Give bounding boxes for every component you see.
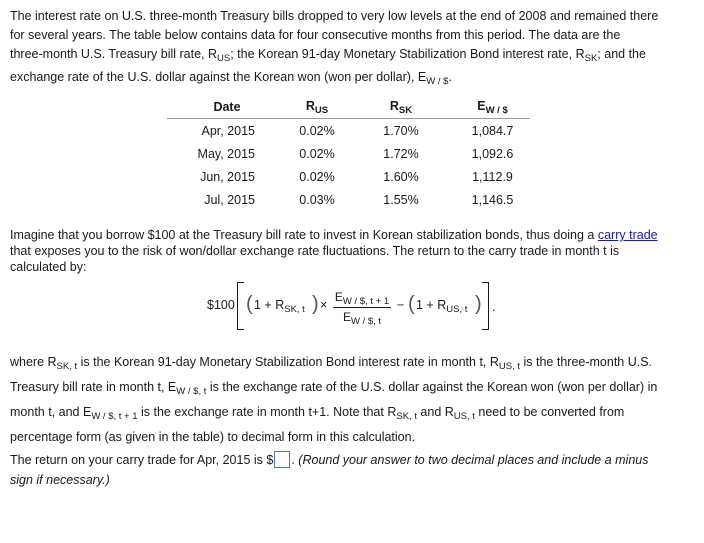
table-row [167, 119, 530, 143]
cell-exchange: 1,092.6 [471, 146, 514, 161]
formula-one-plus-rus: $1 + R_{US, t}$ [416, 298, 468, 315]
cell-exchange: 1,084.7 [471, 123, 514, 138]
header-rsk: $R_{SK}$ [389, 98, 413, 116]
fraction-denominator: $E_{W / \$, t}$ [342, 310, 382, 327]
table-row [167, 188, 530, 211]
formula-one-plus-rsk: $1 + R_{SK, t}$ [254, 298, 305, 315]
intro-paragraph [10, 7, 690, 91]
cell-date: Apr, 2015 [201, 123, 255, 138]
cell-exchange: 1,146.5 [471, 192, 514, 207]
cell-rsk: 1.72% [383, 146, 419, 161]
question-paragraph [10, 450, 690, 490]
header-rus: $R_{US}$ [305, 98, 329, 116]
formula-minus: − [397, 298, 405, 312]
header-exchange-rate: $E_{W / \$}$ [477, 98, 508, 116]
carry-line-2: that exposes you to the risk of won/dollar exchange rate fluctuations. The return to the carry trade in month t is [10, 244, 620, 258]
where-line-1: where $R_{SK, t}$ is the Korean 91-day Monetary Stabilization Bond interest rate in month t, $R_{US, t}$ is the three-month U.S. [10, 355, 653, 372]
intro-line-1: The interest rate on U.S. three-month Treasury bills dropped to very low levels at the end of 2008 and remained there [10, 9, 659, 23]
right-bracket [482, 282, 489, 330]
carry-trade-link[interactable]: carry trade [597, 228, 658, 242]
cell-date: Jun, 2015 [200, 169, 255, 184]
definitions-paragraph [10, 352, 690, 447]
where-line-3: month t, and $E_{W / \$, t + 1}$ is the exchange rate in month t+1. Note that $R_{SK, t}$ and $R_{US, t}$ need to be converted from [10, 405, 625, 422]
intro-line-2: for several years. The table below contains data for four consecutive months from this period. The data are the [10, 28, 621, 42]
carry-line-1: Imagine that you borrow $100 at the Treasury bill rate to invest in Korean stabilization bonds, thus doing a carry trade [10, 228, 658, 242]
fraction-bar [333, 307, 391, 308]
exchange-rate-fraction [333, 290, 391, 325]
table-row [167, 142, 530, 165]
left-paren-2: ( [408, 293, 415, 315]
question-line-2: sign if necessary.) [10, 473, 110, 487]
cell-rsk: 1.70% [383, 123, 419, 138]
where-line-2: Treasury bill rate in month t, $E_{W / \$, t}$ is the exchange rate of the U.S. dollar against the Korean won (won per dollar) in [10, 380, 658, 397]
formula-amount: $100 [207, 298, 235, 312]
cell-rus: 0.02% [299, 146, 335, 161]
intro-line-4: exchange rate of the U.S. dollar against the Korean won (won per dollar), $E_{W / \$}$. [10, 70, 452, 87]
formula-end: . [492, 300, 496, 314]
cell-rus: 0.02% [299, 169, 335, 184]
cell-date: Jul, 2015 [204, 192, 255, 207]
table-row [167, 165, 530, 188]
right-paren: ) [312, 293, 319, 315]
question-line-1: The return on your carry trade for Apr, 2015 is $ . (Round your answer to two decimal places and include a minus [10, 453, 649, 467]
where-line-4: percentage form (as given in the table) to decimal form in this calculation. [10, 430, 416, 444]
cell-date: May, 2015 [197, 146, 255, 161]
answer-input[interactable] [274, 451, 290, 468]
cell-rus: 0.02% [299, 123, 335, 138]
right-paren-2: ) [475, 293, 482, 315]
header-date: Date [213, 100, 241, 114]
intro-line-3: three-month U.S. Treasury bill rate, $R_{US}$; the Korean 91-day Monetary Stabilization Bond interest rate, $R_{SK}$; and the [10, 47, 646, 64]
fraction-numerator: $E_{W / \$, t + 1}$ [334, 290, 390, 307]
left-bracket [237, 282, 244, 330]
left-paren: ( [246, 293, 253, 315]
cell-rsk: 1.55% [383, 192, 419, 207]
cell-rus: 0.03% [299, 192, 335, 207]
carry-line-3: calculated by: [10, 260, 87, 274]
table-header-row [167, 96, 530, 119]
rates-table [167, 96, 530, 211]
carry-trade-paragraph [10, 227, 690, 275]
formula-times: × [320, 298, 328, 312]
cell-rsk: 1.60% [383, 169, 419, 184]
cell-exchange: 1,112.9 [472, 169, 513, 184]
